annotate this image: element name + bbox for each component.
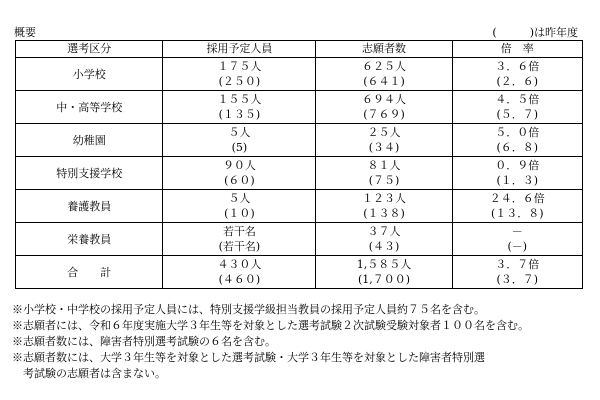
- ratio-value: ４．５倍: [495, 93, 540, 106]
- planned-previous-year-value: (６０): [224, 174, 255, 187]
- applicants-previous-year-value: (６４１): [363, 75, 405, 88]
- table-body: [16, 58, 583, 289]
- category-label: 特別支援学校: [56, 166, 123, 180]
- planned-previous-year-value: (5): [231, 141, 248, 154]
- applicants-previous-year-value: (７５): [368, 174, 400, 187]
- table-row: [16, 157, 583, 190]
- ratio-cell: [452, 256, 582, 289]
- note-4: ※志願者数には、大学３年生等を対象とした選考試験・大学３年生等を対象とした障害者特別選: [12, 351, 485, 364]
- header-row: [14, 24, 586, 40]
- planned-cell: [163, 91, 316, 124]
- applicants-cell: [316, 58, 452, 91]
- category-cell: [16, 157, 163, 190]
- previous-year-legend: ( )は昨年度: [492, 26, 578, 39]
- recruitment-table: [15, 40, 583, 289]
- category-cell: [16, 256, 163, 289]
- applicants-cell: [316, 223, 452, 256]
- applicants-cell: [316, 157, 452, 190]
- applicants-cell: [316, 91, 452, 124]
- applicants-previous-year-value: (１３８): [363, 207, 405, 220]
- planned-previous-year-value: (１３５): [218, 108, 261, 121]
- planned-previous-year-value: (１０): [224, 207, 255, 220]
- ratio-value: ３．６倍: [495, 60, 540, 73]
- ratio-value: ２４．６倍: [489, 192, 545, 205]
- category-cell: [16, 58, 163, 91]
- planned-value: ９０人: [222, 159, 256, 172]
- table-row: [16, 124, 583, 157]
- column-header-category: 選考区分: [16, 41, 163, 58]
- applicants-value: １２３人: [362, 192, 407, 205]
- applicants-previous-year-value: (４３): [368, 240, 400, 253]
- table-header-row: [16, 41, 583, 58]
- category-label: 小学校: [72, 67, 106, 81]
- ratio-cell: [452, 58, 582, 91]
- ratio-cell: [452, 190, 582, 223]
- ratio-value: ０．９倍: [495, 159, 540, 172]
- note-2: ※志願者には、令和６年度実施大学３年生等を対象とした選考試験２次試験受験対象者１００名を含む。: [12, 319, 529, 332]
- table-row: [16, 58, 583, 91]
- applicants-value: 1,５８５人: [356, 258, 412, 271]
- planned-cell: [163, 124, 316, 157]
- planned-value: １７５人: [217, 60, 262, 73]
- applicants-previous-year-value: (1,７００): [357, 273, 411, 286]
- category-label: 栄養教員: [67, 232, 112, 246]
- ratio-value: －: [511, 225, 523, 238]
- ratio-previous-year-value: (６．８): [496, 141, 539, 154]
- ratio-previous-year-value: (２．６): [496, 75, 539, 88]
- ratio-previous-year-value: (－): [507, 240, 528, 253]
- category-label: 養護教員: [67, 199, 112, 213]
- applicants-cell: [316, 124, 452, 157]
- applicants-cell: [316, 256, 452, 289]
- planned-value: 若干名: [222, 225, 256, 238]
- planned-value: １５５人: [217, 93, 262, 106]
- planned-value: ５人: [228, 126, 251, 139]
- ratio-value: ３．７倍: [495, 258, 540, 271]
- category-cell: [16, 223, 163, 256]
- ratio-previous-year-value: (１３．８): [490, 207, 544, 220]
- ratio-previous-year-value: (１．３): [496, 174, 539, 187]
- planned-previous-year-value: (若干名): [218, 240, 261, 253]
- table-row: [16, 223, 583, 256]
- column-header-ratio: 倍 率: [452, 41, 582, 58]
- planned-cell: [163, 223, 316, 256]
- applicants-value: ６９４人: [362, 93, 407, 106]
- applicants-value: ８１人: [367, 159, 401, 172]
- applicants-previous-year-value: (７６９): [363, 108, 405, 121]
- planned-cell: [163, 157, 316, 190]
- ratio-cell: [452, 91, 582, 124]
- note-1: ※小学校・中学校の採用予定人員には、特別支援学級担当教員の採用予定人員約７５名を含む。: [12, 303, 485, 316]
- category-label: 幼稚園: [72, 133, 106, 147]
- note-4-continued: 考試験の志願者は含まない。: [23, 367, 166, 380]
- ratio-previous-year-value: (５．７): [496, 108, 539, 121]
- notes: [12, 302, 592, 382]
- overview-label: 概要: [14, 26, 36, 39]
- applicants-cell: [316, 190, 452, 223]
- planned-value: ５人: [228, 192, 251, 205]
- applicants-value: ６２５人: [362, 60, 407, 73]
- ratio-cell: [452, 157, 582, 190]
- planned-cell: [163, 256, 316, 289]
- category-cell: [16, 124, 163, 157]
- ratio-previous-year-value: (３．７): [496, 273, 539, 286]
- applicants-value: ３７人: [367, 225, 401, 238]
- column-header-applicants: 志願者数: [316, 41, 452, 58]
- table-row: [16, 256, 583, 289]
- category-cell: [16, 91, 163, 124]
- ratio-cell: [452, 223, 582, 256]
- note-3: ※志願者数には、障害者特別選考試験の６名を含む。: [12, 335, 276, 348]
- planned-previous-year-value: (４６０): [218, 273, 261, 286]
- category-label: 中・高等学校: [56, 100, 123, 114]
- column-header-planned: 採用予定人員: [163, 41, 316, 58]
- ratio-cell: [452, 124, 582, 157]
- category-label: 合 計: [67, 265, 112, 279]
- planned-cell: [163, 58, 316, 91]
- planned-value: ４３０人: [217, 258, 262, 271]
- applicants-previous-year-value: (３４): [368, 141, 400, 154]
- ratio-value: ５．０倍: [495, 126, 540, 139]
- table-row: [16, 190, 583, 223]
- planned-previous-year-value: (２５０): [218, 75, 261, 88]
- planned-cell: [163, 190, 316, 223]
- category-cell: [16, 190, 163, 223]
- table-row: [16, 91, 583, 124]
- applicants-value: ２５人: [367, 126, 401, 139]
